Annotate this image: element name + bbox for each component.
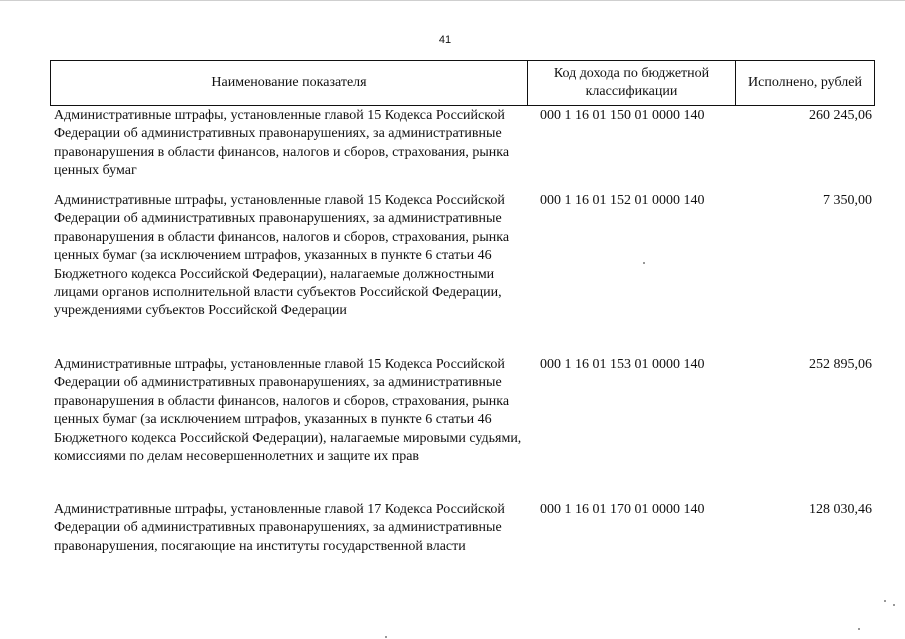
row-sum: 260 245,06 [809, 108, 872, 123]
scan-speck [643, 262, 645, 264]
row-code: 000 1 16 01 153 01 0000 140 [540, 357, 705, 372]
scan-speck [858, 628, 860, 630]
page-number: 41 [438, 34, 452, 46]
header-name-column: Наименование показателя [51, 61, 528, 105]
header-sum-column: Исполнено, рублей [748, 75, 862, 90]
page-top-edge [0, 0, 905, 1]
scan-speck [385, 636, 387, 638]
row-name: Административные штрафы, установленные главой 15 Кодекса Российской Федерации об административных правонарушениях, за административные правонарушения в области финансов, налогов и сборов, страхования, рынка ценных бумаг (за исключением штрафов, указанных в пункте 6 статьи 46 Бюджетного кодекса Российской Федерации), налагаемые мировыми судьями, комиссиями по делам несовершеннолетних и защите их прав [54, 357, 522, 465]
scan-speck [893, 604, 895, 606]
row-code: 000 1 16 01 152 01 0000 140 [540, 193, 705, 208]
row-sum: 7 350,00 [823, 193, 872, 208]
row-code: 000 1 16 01 150 01 0000 140 [540, 108, 705, 123]
row-name: Административные штрафы, установленные главой 15 Кодекса Российской Федерации об административных правонарушениях, за административные правонарушения в области финансов, налогов и сборов, страхования, рынка ценных бумаг [54, 108, 510, 179]
row-code: 000 1 16 01 170 01 0000 140 [540, 502, 705, 517]
header-code-column: Код дохода по бюджетной классификации [528, 61, 736, 105]
scan-speck [884, 600, 886, 602]
row-name: Административные штрафы, установленные главой 17 Кодекса Российской Федерации об административных правонарушениях, за административные правонарушения, посягающие на институты государственной власти [54, 502, 505, 554]
row-sum: 252 895,06 [809, 357, 872, 372]
row-name: Административные штрафы, установленные главой 15 Кодекса Российской Федерации об административных правонарушениях, за административные правонарушения в области финансов, налогов и сборов, страхования, рынка ценных бумаг (за исключением штрафов, указанных в пункте 6 статьи 46 Бюджетного кодекса Российской Федерации), налагаемые должностными лицами органов исполнительной власти субъектов Российской Федерации, учреждениями субъектов Российской Федерации [54, 193, 510, 319]
table-header [50, 60, 875, 106]
row-sum: 128 030,46 [809, 502, 872, 517]
